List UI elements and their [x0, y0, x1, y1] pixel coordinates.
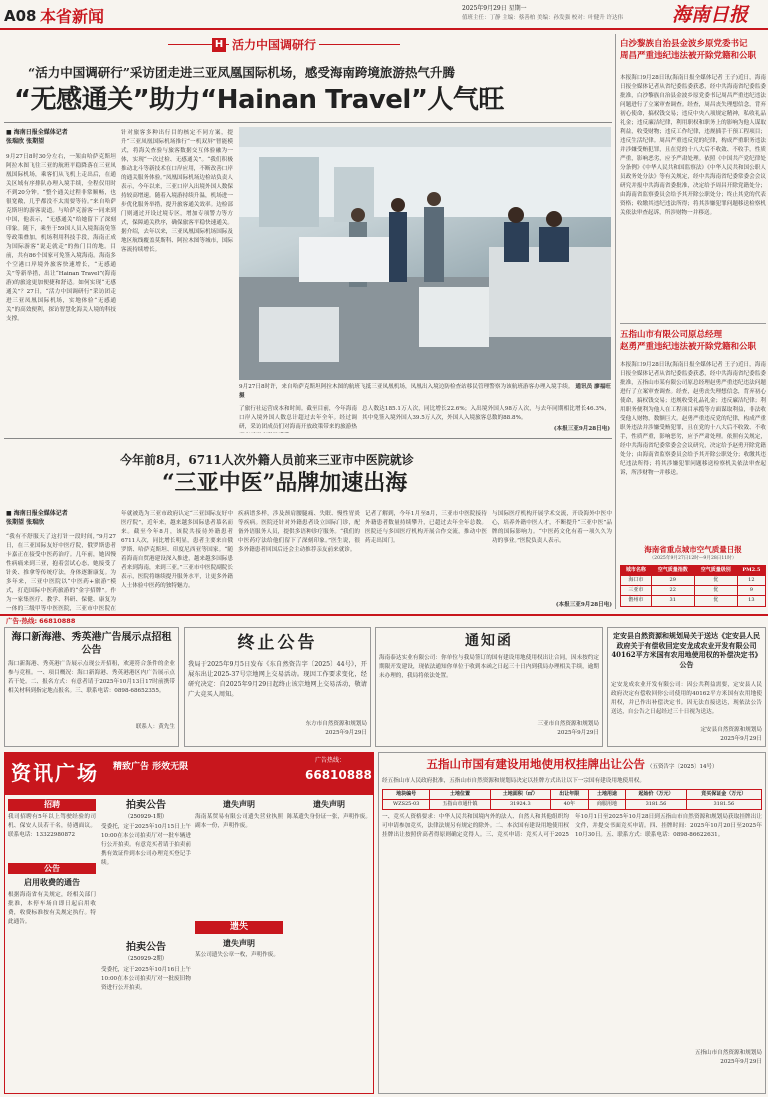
ad-hotline [6, 617, 75, 626]
land-cell: 商服用地 [588, 799, 626, 809]
aqi-cell: 优 [694, 575, 737, 585]
right-column-rule [615, 34, 616, 609]
notice-date: 2025年9月29日 [557, 730, 599, 737]
aqi-header: 空气质量级别 [694, 565, 737, 575]
lost1-text: 海南某贸易有限公司遗失营业执照副本一份，声明作废。 [195, 813, 283, 829]
land-title-row [382, 756, 762, 773]
aqi-cell: 9 [737, 586, 765, 596]
lost1-title: 遗失声明 [223, 799, 255, 809]
classified-logo: 资讯广场 [11, 761, 99, 785]
second-col-4: 记者了解到，今年1月至8月，三亚市中医院接待外籍患者数量持续攀升，已超过去年全年总数。医院还与多国医疗机构开展合作交流，推动中医药走出国门。 [365, 511, 487, 544]
second-byline [6, 510, 116, 527]
lost2-title: 遗失 [195, 921, 283, 934]
classified-col-1 [8, 799, 96, 1051]
land-cell: 3181.56 [686, 799, 761, 809]
lead-byline [6, 129, 116, 146]
notice-date: 2025年9月29日 [720, 736, 762, 742]
classified-col-3 [195, 799, 283, 1071]
right-mid-article [620, 329, 766, 537]
classified-subtitle: 精致广告 形效无限 [113, 762, 189, 772]
byline-names: 张瑞欣 张期望 [6, 137, 45, 145]
land-cell: WZS25-03 [383, 799, 430, 809]
land-date: 2025年9月29日 [720, 1059, 762, 1066]
right-mid-divider [620, 323, 766, 324]
byline-role: ■ 海南日报全媒体记者 [6, 129, 68, 136]
aqi-cell: 优 [694, 586, 737, 596]
page-header [0, 0, 768, 30]
land-header: 土地面积（㎡） [490, 789, 550, 799]
land-org: 五指山市自然资源和规划局 [694, 1050, 762, 1057]
classified-col-2 [101, 799, 191, 1056]
notice-contact: 联系人：黄先生 [135, 724, 175, 730]
right-top-title-2: 周昌严重违纪违法被开除党籍和公职 [620, 51, 757, 61]
ad-rule [0, 614, 768, 616]
photo-caption: 9月27日8时许，来自哈萨克斯坦阿拉木图的航班飞抵三亚凤凰机场，凤凰出入境边防检查站移民管理警察为该航班游客办理入境手续。 [239, 384, 574, 390]
announce-text: 根据海南省有关规定，经相关部门批准，本停车场自即日起启用收费，收费标准按有关规定执行。特此通告。 [8, 891, 96, 925]
notice-body: 海口新海港、秀英港广告展示点现公开招租，欢迎符合条件的企业参与竞租。一、项目概况：海口新海港、秀英港港区内广告展示点若干处。二、报名方式：有意者请于2025年10月13日17时前携带相关材料到指定地点报名。三、联系电话：0898-68652355。 [8, 661, 175, 694]
second-col-5: 与国际医疗机构开展学术交流，开设海外中医中心，培养外籍中医人才，不断提升“三亚中医”品牌的国际影响力。“中医药文化有着一项久久为功的事业。”医院负责人表示。 [492, 511, 612, 544]
aqi-cell: 13 [737, 596, 765, 606]
land-header: 竞买保证金（万元） [686, 789, 761, 799]
land-no: （五资告字〔2025〕14号） [646, 764, 718, 770]
right-mid-title-1: 五指山市有限公司原总经理 [620, 330, 723, 340]
right-mid-title-2: 赵勇严重违纪违法被开除党籍和公职 [620, 342, 757, 352]
notice-dingan [607, 627, 766, 747]
classified-phone-label: 广告热线： [315, 757, 346, 764]
notice-title: 海口新海港、秀英港广告展示点招租公告 [11, 632, 172, 656]
aqi-header: 城市名称 [621, 565, 652, 575]
land-header: 土地用途 [588, 789, 626, 799]
aqi-cell: 优 [694, 596, 737, 606]
notice-body: 海南泰达实业有限公司：你单位与我局签订的国有建设用地使用权出让合同，因未按约定期限开发建设，现依法通知你单位于收到本函之日起三十日内到我局办理相关手续，逾期未办理的，我局将依法处置。 [379, 655, 599, 680]
table-row [621, 575, 766, 585]
lead-col-1: 9月27日8时30分左右，一架由哈萨克斯坦阿拉木图飞往三亚的航班平稳降落在三亚凤凰国际机场，乘客们从飞机上走出后，在通关区域有序排队办理入境手续，全程仅用时不到20分钟。“整个通关过程非常顺畅，也很宽敞，几乎都没不太需要等待。”来自哈萨克斯坦的游客说道。与哈萨克游客一同来到中国，他表示，“无感通关”给她留下了深刻印象。随下，乘坐于59国人员入境海南免签等政策叠加，机场利用科技手段，海南正成为国际游客“说走就走”的热门目的地。目前，共有86个国家可免签入境海南。海南多个空港口岸境外旅客快速增长，“无感通关”等新举措，出让“Hainan Travel”(海南游)的旅途更加便捷和舒适。如何实现“无感通关”？27日，“活力中国调研行”采访团走进三亚凤凰国际机场，实地体验“无感通关”的高效便利，探访智慧化海关人境的科技支撑。 [6, 154, 116, 322]
aqi-cell: 29 [651, 575, 694, 585]
aqi-cell: 22 [651, 586, 694, 596]
notice-letter [375, 627, 603, 747]
recruit-text: 我司招聘有5年以上驾驶经验的司机、保安人员若干名，待遇面议。联系电话：13322980872 [8, 813, 96, 838]
notice-termination [184, 627, 371, 747]
lead-divider [4, 122, 612, 123]
classified-phone: 66810888 [305, 768, 372, 782]
land-header: 地块编号 [383, 789, 430, 799]
classified-section [4, 752, 374, 1094]
lead-date-end: (本报三亚9月28日电) [553, 426, 610, 432]
notice-title: 定安县自然资源和规划局关于送达《定安县人民政府关于有偿收回定安龙成农业开发有限公司40162平方米国有农用地使用权的补偿决定书》公告 [611, 631, 762, 669]
byline-names: 张期望 张瑞欣 [6, 518, 45, 526]
aqi-header: PM2.5 [737, 565, 765, 575]
notice-title: 通知函 [465, 633, 513, 649]
section-name: 本省新闻 [40, 7, 105, 26]
newspaper-logo: 海南日报 [672, 4, 749, 26]
notice-title: 终止公告 [237, 633, 318, 653]
aqi-period: （2025年9月27日12时—9月28日11时） [649, 555, 737, 561]
photo-credit: 通讯员 廖福旺 摄 [239, 384, 611, 399]
aqi-cell: 海口市 [621, 575, 652, 585]
second-divider [4, 438, 612, 439]
auction1-no: （250929-1期） [124, 813, 168, 820]
auction2-no: （250929-2期） [124, 955, 168, 962]
ad-hotline-number: 66810888 [39, 617, 76, 625]
right-mid-body: 本报海口9月28日讯(海南日报全媒体记者 王子)近日，海南日报全媒体记者从省纪委监委获悉，经中共海南省纪委监委批准，五指山市某有限公司原总经理赵勇严重违纪违法问题进行了立案审查调查。经查，赵勇丧失理想信念，背弃初心使命，搞权钱交易；违规收受礼品礼金；违反廉洁纪律；利用职务便利为他人在工程项目承揽等方面谋取利益，非法收受他人财物，数额巨大。赵勇严重违反党的纪律，构成严重职务违法并涉嫌受贿犯罪，且在党的十八大后不收敛、不收手，性质严重，影响恶劣，应予严肃处理。依照有关规定，经中共海南省纪委常委会会议研究，决定给予赵勇开除党籍处分；由海南省监察委员会给予其开除公职处分；收缴其违纪违法所得；将其涉嫌犯罪问题移送检察机关依法审查起诉，所涉财物一并移送。 [620, 362, 766, 476]
auction1-title: 拍卖公告 [126, 800, 166, 811]
land-header: 出让年限 [550, 789, 588, 799]
banner-label: 活力中国调研行 [229, 37, 319, 54]
lost4-title: 遗失声明 [313, 799, 345, 809]
aqi-box [620, 545, 766, 609]
lead-photo [239, 127, 611, 380]
lost3-title: 遗失声明 [223, 937, 255, 948]
right-top-title-1: 白沙黎族自治县金波乡原党委书记 [620, 39, 748, 49]
lead-kicker: “活力中国调研行”采访团走进三亚凤凰国际机场，感受海南跨境旅游热气升腾 [28, 65, 455, 80]
land-cell: 3181.56 [626, 799, 686, 809]
editor-credits: 值班主任：丁静 主编：蔡善柏 美编：孙发强 校对：叶健升 许达伟 [462, 15, 623, 21]
land-notice [378, 752, 766, 1094]
table-row [621, 586, 766, 596]
aqi-cell: 12 [737, 575, 765, 585]
notice-org: 三亚市自然资源和规划局 [537, 721, 599, 728]
lead-col-3: 了旅行社运营成本和时间。截至目前，今年海南口岸入境外国人数总计超过去年全年。经过调研，采访团成员们对海南开放政策带来的旅游热 [239, 406, 357, 430]
byline-role: ■ 海南日报全媒体记者 [6, 510, 68, 517]
second-kicker: 今年前8月，6711人次外籍人员前来三亚市中医院就诊 [120, 453, 414, 467]
land-header: 土地位置 [430, 789, 490, 799]
land-title: 五指山市国有建设用地使用权挂牌出让公告 [426, 757, 646, 771]
ad-hotline-label: 广告·热线: [6, 617, 38, 625]
aqi-cell: 31 [651, 596, 694, 606]
right-top-body: 本报海口9月28日讯(海南日报全媒体记者 王子)近日，海南日报全媒体记者从省纪委监委获悉，经中共海南省纪委监委批准，白沙黎族自治县金波乡原党委书记周昌严重违纪违法问题进行了立案审查调查。经查，周昌丧失理想信念，背弃初心使命，搞权钱交易；违反中央八项规定精神，私收礼品礼金；违反廉洁纪律，利用职权和职务上的影响为他人谋取利益，收受财物；违反工作纪律，违规插手干预工程项目；违反生活纪律。周昌严重违反党的纪律，构成严重职务违法并涉嫌受贿犯罪，且在党的十八大后不收敛、不收手，性质严重，影响恶劣，应予严肃处理。依照《中国共产党纪律处分条例》《中华人民共和国监察法》《中华人民共和国公职人员政务处分法》等有关规定，经中共海南省纪委常委会会议研究并报中共海南省委批准，决定给予周昌开除党籍处分；由海南省监察委员会给予其开除公职处分；终止其党的代表资格；收缴其违纪违法所得；将其涉嫌犯罪问题移送检察机关依法审查起诉，所涉财物一并移送。 [620, 75, 766, 216]
page-number: A08 [4, 7, 37, 25]
second-col-1: “我有不舒服天了这打针一段时间，”9月27日，在三亚国际友好中医疗院，俄罗斯患者卡嘉正在接受中医药治疗。几年前，她因慢性病痛来到三亚，抱着尝试心态，她接受了针灸、推拿等传统疗法，身体逐渐康复。为多年来，三亚中医院以“中医药+旅游”模式，打造国际中医药旅游的“金字招牌”。作为一家集医疗、教学、科研、保健、康复为一体的三级甲等中医医院，三亚市中医院在 [6, 534, 116, 611]
announce-title: 启用收费的通告 [24, 877, 80, 888]
notice-body: 定安龙成农业开发有限公司：因公共利益需要，定安县人民政府决定有偿收回你公司使用的40162平方米国有农用地使用权，并已作出补偿决定书。因无法直接送达，现依法公告送达，自公告之日起经过三十日视为送达。 [611, 682, 762, 715]
land-cell: 40年 [550, 799, 588, 809]
second-date-end: (本报三亚9月28日电) [555, 602, 612, 608]
classified-header [5, 753, 373, 795]
lost4-text: 陈某遗失身份证一张，声明作废。 [287, 813, 371, 820]
header-rule [0, 28, 768, 30]
table-row [621, 596, 766, 606]
land-cell: 五指山市通什镇 [430, 799, 490, 809]
recruit-heading: 招聘 [8, 799, 96, 811]
right-top-article [620, 38, 766, 306]
lead-photo-caption [239, 383, 611, 403]
notice-org: 东方市自然资源和规划局 [305, 720, 367, 727]
land-body: 一、竞买人资格要求：中华人民共和国境内外的法人、自然人和其他组织均可申请参加竞买，法律法规另有规定的除外。二、本次国有建设用地使用权挂牌出让按照价高者得原则确定竞得人。三、竞买申请：竞买人可于2025年10月1日至2025年10月28日到五指山市自然资源和规划局获取挂牌出让文件，并提交书面竞买申请。四、挂牌时间：2025年10月20日至2025年10月30日。五、联系方式：联系电话：0898-86622631。 [382, 814, 762, 839]
issue-date: 2025年9月29日 星期一 [462, 5, 527, 12]
classified-col-4 [287, 799, 371, 1083]
lead-headline: “无感通关”助力“Hainan Travel”人气旺 [14, 85, 504, 115]
lead-col-4: 总人数达185.1万人次，同比增长22.6%；入出境外国人98万人次，与去年同期相比增长46.3%，其中免签入境外国人39.5万人次，外国人入境旅客总数的88.8%。 [362, 406, 610, 421]
auction2-title: 拍卖公告 [126, 942, 166, 954]
table-row [383, 799, 762, 809]
airport-scene-illustration [239, 127, 611, 380]
notice-body: 我局于2025年9月5日发布《东自然资告字〔2025〕44号》，开展东出让2025-37号宗地网上交易活动。现因工作要求变化，经研究决定：自2025年9月29日起终止该宗地网上交易活动，敬请广大竞买人周知。 [188, 660, 367, 698]
announce-heading: 公告 [8, 863, 96, 875]
second-headline: “三亚中医”品牌加速出海 [162, 470, 408, 496]
auction1-text: 受委托，定于2025年10月15日上午10:00在本公司拍卖厅对一批车辆进行公开拍卖。有意竞买者请于拍卖前携有效证件到本公司办理竞买登记手续。 [101, 824, 191, 867]
aqi-cell: 儋州市 [621, 596, 652, 606]
aqi-header: 空气质量指数 [651, 565, 694, 575]
lead-col-2: 针对旅客多种出行目的核定不同方案，提升“三亚凤凰国际机场推行“一机双屏”智能模式，将海关查验与旅客数据交互体验融为一体，实现“一次过检、无感通关”。“我们积极推动北斗等新技术在口岸应用，不断改善口岸的通关服务体验。”凤凰国际机场边检站负责人表示，今年以来，三亚口岸入出境外国人数保持较高增速。随着入境游持续升温，机场进一步优化服务举措，提升旅客通关效率。边检部门则通过开设过境专区，增加专项警力等方式，保障通关秩序，确保旅客平稳快速通关。据介绍，去年以来，三亚凤凰国际机场国际及地区航线覆盖莫斯科、阿拉木图等城市，国际客流持续增长。 [121, 130, 233, 253]
banner-mark: H [212, 38, 226, 52]
land-header: 起始价（万元） [626, 789, 686, 799]
notice-port-ads [4, 627, 179, 747]
land-table [382, 789, 762, 811]
aqi-table [620, 565, 766, 607]
aqi-title: 海南省重点城市空气质量日报 [644, 545, 742, 554]
second-col-3: 疾病谱多样，涉及颈肩腰腿痛、失眠、慢性胃炎等疾病。医院还针对外籍患者设立国际门诊，配备外语服务人员，提供多语种诊疗服务。“我们的中医药疗法给他们留下了深刻印象。”医生说，很多外籍患者回国后还会主动推荐亲友前来就诊。 [238, 511, 360, 553]
auction2-text: 受委托，定于2025年10月16日上午10:00在本公司拍卖厅对一批废旧物资进行公开拍卖。 [101, 966, 191, 991]
notice-org: 定安县自然资源和规划局 [700, 727, 762, 733]
land-cell: 31924.3 [490, 799, 550, 809]
notice-date: 2025年9月29日 [325, 729, 367, 736]
second-col-2: 年就被选为三亚市政府认定“三亚国际友好中医疗院”，近年来，越来越多国际患者慕名而来。截至今年8月，该院共接待外籍患者6711人次，同比增长明显，患者主要来自俄罗斯、哈萨克斯坦、印度尼西亚等国家。“随着海南自贸港建设深入推进，越来越多国际患者来到海南，来到三亚。”三亚市中医院副院长表示，医院将继续提升服务水平，让更多外籍人士体验中医药的独特魅力。 [121, 511, 233, 589]
lost3-text: 某公司遗失公章一枚，声明作废。 [195, 952, 279, 959]
land-intro: 经五指山市人民政府批准，五指山市自然资源和规划局决定以挂牌方式出让以下一宗国有建设用地使用权。 [382, 777, 645, 784]
aqi-cell: 三亚市 [621, 586, 652, 596]
